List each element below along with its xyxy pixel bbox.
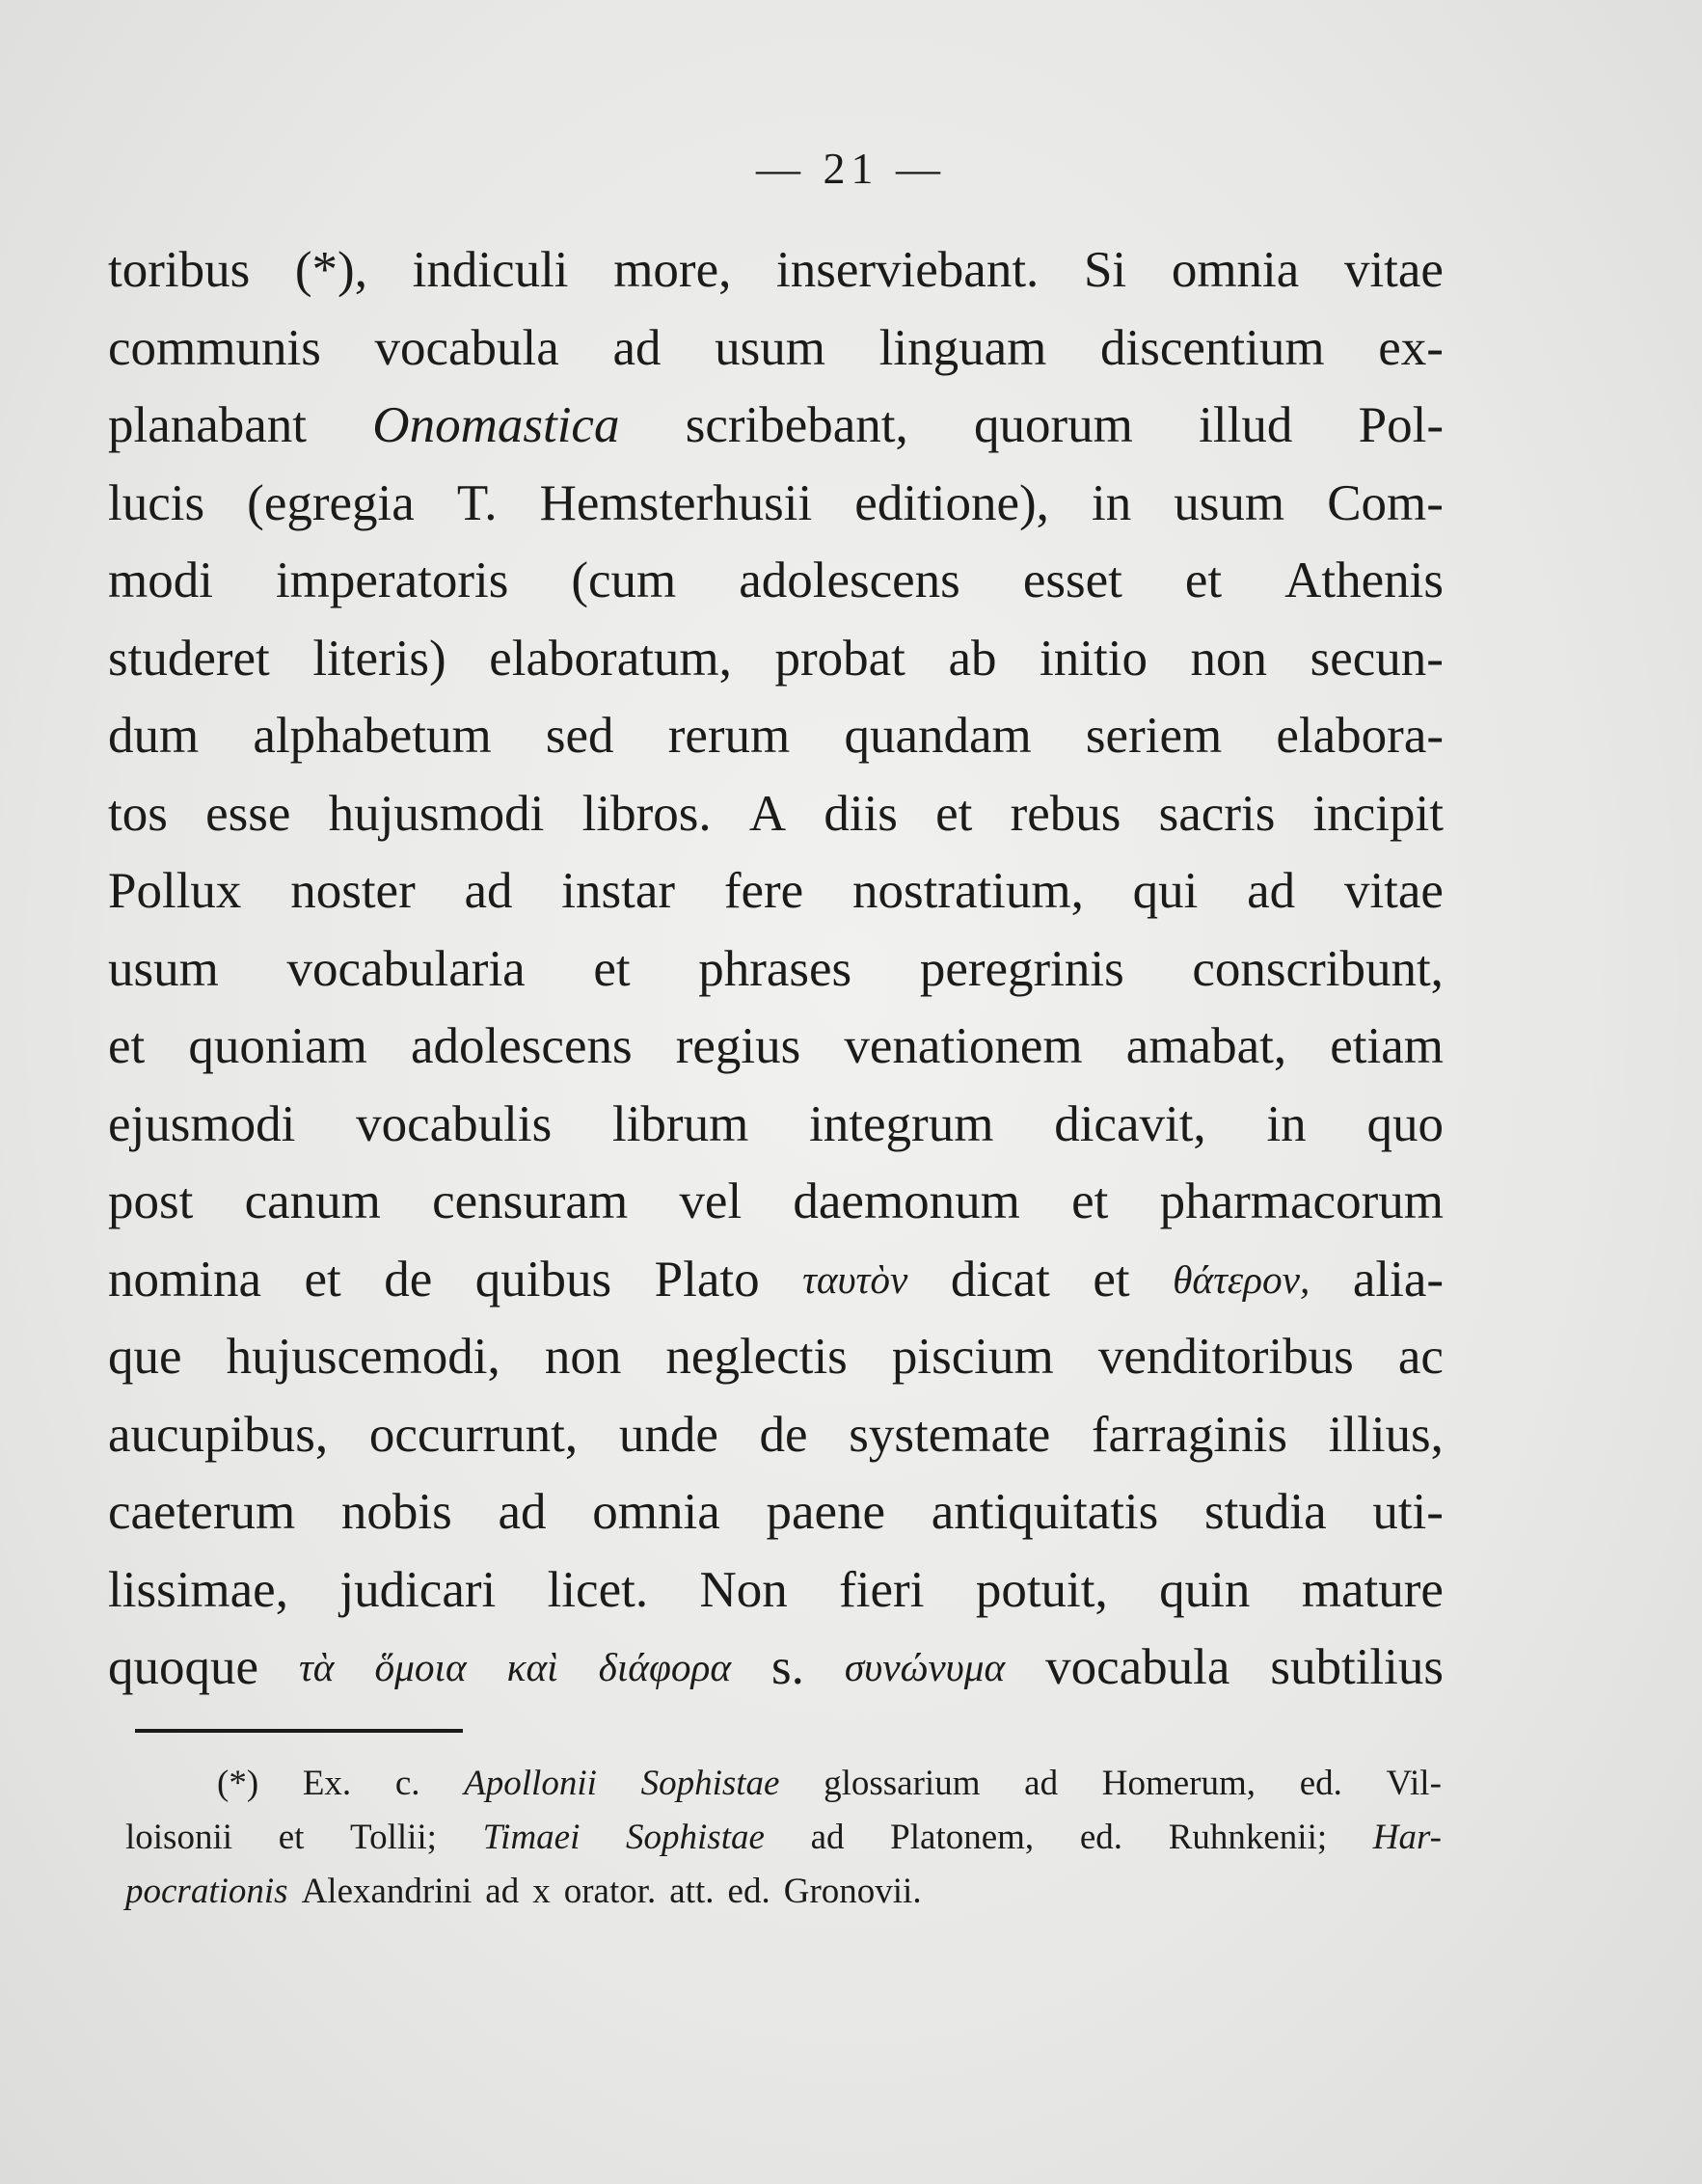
- text-line: aucupibus, occurrunt, unde de systemate farraginis illius,: [108, 1406, 1444, 1463]
- text-line: nomina et de quibus Plato ταυτὸν dicat et θάτερον, alia-: [108, 1251, 1444, 1308]
- text-line: communis vocabula ad usum linguam discentium ex-: [108, 319, 1444, 376]
- text-line: dum alphabetum sed rerum quandam seriem elabora-: [108, 708, 1444, 764]
- text-line: tos esse hujusmodi libros. A diis et rebus sacris incipit: [108, 785, 1444, 842]
- text-line: et quoniam adolescens regius venationem amabat, etiam: [108, 1018, 1444, 1074]
- text-line: planabant Onomastica scribebant, quorum illud Pol-: [108, 397, 1444, 453]
- footnote-line: (*) Ex. c. Apollonii Sophistae glossarium ad Homerum, ed. Vil-: [217, 1764, 1442, 1803]
- footnote-divider: [135, 1729, 463, 1733]
- footnote-line: loisonii et Tollii; Timaei Sophistae ad Platonem, ed. Ruhnkenii; Har-: [125, 1818, 1442, 1857]
- text-line: ejusmodi vocabulis librum integrum dicavit, in quo: [108, 1095, 1444, 1152]
- text-line: modi imperatoris (cum adolescens esset et Athenis: [108, 553, 1444, 608]
- text-line: que hujuscemodi, non neglectis piscium venditoribus ac: [108, 1329, 1444, 1385]
- text-line: toribus (*), indiculi more, inserviebant. Si omnia vitae: [108, 242, 1444, 298]
- text-line: quoque τὰ ὅμοια καὶ διάφορα s. συνώνυμα vocabula subtilius: [108, 1639, 1444, 1695]
- text-line: lissimae, judicari licet. Non fieri potuit, quin mature: [108, 1561, 1444, 1618]
- text-line: caeterum nobis ad omnia paene antiquitatis studia uti-: [108, 1484, 1444, 1540]
- page-number: — 21 —: [756, 144, 946, 193]
- text-line: studeret literis) elaboratum, probat ab initio non secun-: [108, 630, 1444, 687]
- text-line: post canum censuram vel daemonum et pharmacorum: [108, 1173, 1444, 1229]
- text-line: Pollux noster ad instar fere nostratium, qui ad vitae: [108, 863, 1444, 919]
- body-text: [108, 231, 1444, 1707]
- text-line: lucis (egregia T. Hemsterhusii editione), in usum Com-: [108, 474, 1444, 531]
- footnote-line: pocrationis Alexandrini ad x orator. att. ed. Gronovii.: [125, 1872, 922, 1911]
- footnote: [125, 1757, 1442, 1919]
- text-line: usum vocabularia et phrases peregrinis conscribunt,: [108, 940, 1444, 997]
